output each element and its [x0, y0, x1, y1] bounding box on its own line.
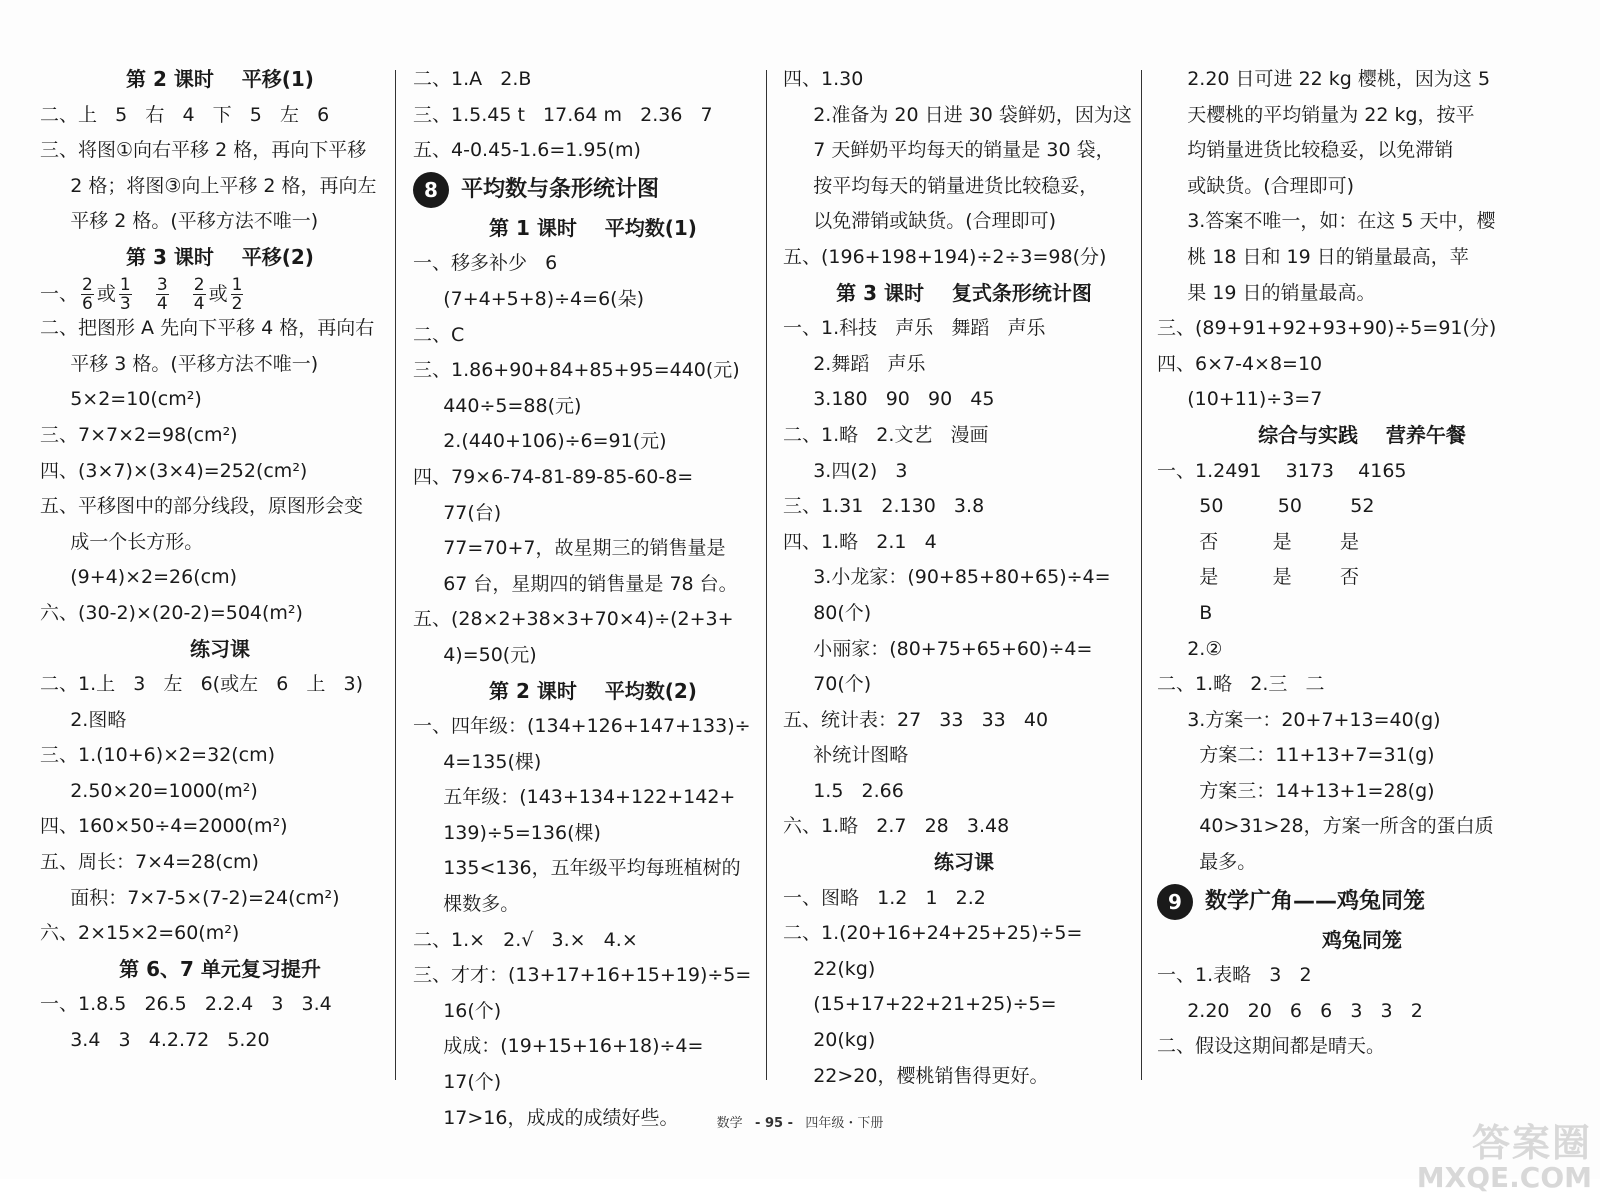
- answer-line: 小丽家：(80+75+65+60)÷4=: [783, 637, 1093, 660]
- answer-line: 3.四(2) 3: [783, 459, 908, 482]
- answer-line: 天樱桃的平均销量为 22 kg，按平: [1157, 103, 1475, 126]
- answer-line: 最多。: [1157, 851, 1257, 874]
- answer-line: 六、(30-2)×(20-2)=504(m²): [40, 601, 303, 624]
- answer-line: 五年级：(143+134+122+142+: [413, 786, 736, 809]
- answer-line: 2.(440+106)÷6=91(元): [413, 430, 667, 453]
- answer-line: (15+17+22+21+25)÷5=: [783, 993, 1057, 1016]
- column-divider: [395, 70, 396, 1080]
- answer-line: 三、1.86+90+84+85+95=440(元): [413, 359, 740, 382]
- answer-line: 80(个): [783, 601, 872, 624]
- answer-line: 五、(196+198+194)÷2÷3=98(分): [783, 245, 1107, 268]
- section-heading: 第 6、7 单元复习提升: [119, 956, 321, 981]
- answer-line: 135<136，五年级平均每班植树的: [413, 857, 741, 880]
- fraction-denominator: 4: [156, 293, 168, 314]
- answer-column-4: [1157, 62, 1567, 1122]
- answer-line: 三、1.5.45 t 17.64 m 2.36 7: [413, 103, 713, 126]
- unit-number-badge: 8: [413, 172, 449, 208]
- watermark-line-1: 答案圈: [1471, 1121, 1592, 1165]
- answer-line: 二、上 5 右 4 下 5 左 6: [40, 103, 330, 126]
- answer-line: 50 50 52: [1157, 495, 1375, 518]
- answer-line: [40, 276, 400, 312]
- answer-line: 二、1.略 2.文艺 漫画: [783, 423, 989, 446]
- unit-heading: [413, 169, 773, 211]
- section-heading: 综合与实践 营养午餐: [1258, 422, 1466, 447]
- answer-line: 139)÷5=136(棵): [413, 821, 601, 844]
- fraction-denominator: 4: [193, 293, 205, 314]
- answer-line: 40>31>28，方案一所含的蛋白质: [1157, 815, 1494, 838]
- answer-line: 按平均每天的销量进货比较稳妥，: [783, 174, 1099, 197]
- answer-line: 70(个): [783, 673, 872, 696]
- answer-line: 2.②: [1157, 637, 1223, 660]
- column-divider: [1141, 70, 1142, 1080]
- answer-line: 440÷5=88(元): [413, 394, 582, 417]
- answer-line: 桃 18 日和 19 日的销量最高，苹: [1157, 245, 1469, 268]
- answer-line: 4)=50(元): [413, 643, 537, 666]
- answer-line: 四、6×7-4×8=10: [1157, 352, 1323, 375]
- answer-line: 方案三：14+13+1=28(g): [1157, 779, 1435, 802]
- answer-line: 六、2×15×2=60(m²): [40, 922, 240, 945]
- answer-line: 平移 3 格。(平移方法不唯一): [40, 352, 319, 375]
- section-heading: 鸡兔同笼: [1322, 927, 1402, 952]
- answer-line: 2 格；将图③向上平移 2 格，再向左: [40, 174, 377, 197]
- watermark-logo: [1417, 1112, 1592, 1194]
- answer-line: 五、周长：7×4=28(cm): [40, 851, 259, 874]
- column-divider: [766, 70, 767, 1080]
- answer-line: 均销量进货比较稳妥，以免滞销: [1157, 139, 1454, 162]
- page-footer: [0, 1112, 1600, 1131]
- answer-text: [135, 283, 153, 305]
- answer-line: 22>20，樱桃销售得更好。: [783, 1064, 1049, 1087]
- answer-line: 2.舞蹈 声乐: [783, 352, 926, 375]
- answer-line: 六、1.略 2.7 28 3.48: [783, 815, 1010, 838]
- fraction: [81, 276, 94, 313]
- answer-line: 二、1.(20+16+24+25+25)÷5=: [783, 922, 1083, 945]
- page-number: - 95 -: [755, 1116, 793, 1131]
- answer-line: 7 天鲜奶平均每天的销量是 30 袋，: [783, 139, 1115, 162]
- answer-column-3: [783, 62, 1145, 1122]
- answer-line: 5×2=10(cm²): [40, 388, 202, 411]
- answer-line: 二、把图形 A 先向下平移 4 格，再向右: [40, 317, 375, 340]
- answer-line: 一、图略 1.2 1 2.2: [783, 886, 986, 909]
- fraction-numerator: 1: [231, 274, 243, 295]
- answer-line: 否 是 是: [1157, 530, 1359, 553]
- answer-line: 四、(3×7)×(3×4)=252(cm²): [40, 459, 308, 482]
- answer-line: 以免滞销或缺货。(合理即可): [783, 210, 1057, 233]
- answer-line: 四、1.略 2.1 4: [783, 530, 937, 553]
- section-heading: 第 1 课时 平均数(1): [489, 215, 697, 240]
- answer-line: 成成：(19+15+16+18)÷4=: [413, 1035, 704, 1058]
- answer-line: 77(台): [413, 501, 502, 524]
- answer-line: 三、7×7×2=98(cm²): [40, 423, 238, 446]
- answer-line: 二、1.× 2.√ 3.× 4.×: [413, 928, 638, 951]
- answer-line: 四、79×6-74-81-89-85-60-8=: [413, 465, 694, 488]
- fraction-numerator: 3: [156, 274, 168, 295]
- answer-text: 或: [208, 282, 228, 305]
- answer-line: 三、才才：(13+17+16+15+19)÷5=: [413, 964, 752, 987]
- answer-line: 2.准备为 20 日进 30 袋鲜奶，因为这: [783, 103, 1132, 126]
- answer-line: 22(kg): [783, 957, 876, 980]
- section-heading: 第 2 课时 平均数(2): [489, 678, 697, 703]
- answer-line: 一、四年级：(134+126+147+133)÷: [413, 715, 751, 738]
- answer-line: 三、将图①向右平移 2 格，再向下平移: [40, 139, 367, 162]
- fraction-denominator: 3: [119, 293, 131, 314]
- answer-line: 五、统计表：27 33 33 40: [783, 708, 1049, 731]
- answer-line: 17>16，成成的成绩好些。: [413, 1106, 679, 1129]
- fraction: [156, 276, 169, 313]
- answer-line: 3.小龙家：(90+85+80+65)÷4=: [783, 566, 1111, 589]
- answer-line: 2.20 日可进 22 kg 樱桃，因为这 5: [1157, 68, 1491, 90]
- answer-line: 三、1.31 2.130 3.8: [783, 495, 985, 518]
- answer-line: 一、1.科技 声乐 舞蹈 声乐: [783, 317, 1046, 340]
- fraction: [193, 276, 206, 313]
- answer-line: 补统计图略: [783, 744, 909, 767]
- answer-line: 五、(28×2+38×3+70×4)÷(2+3+: [413, 608, 734, 631]
- answer-line: 1.5 2.66: [783, 779, 904, 802]
- answer-line: 四、160×50÷4=2000(m²): [40, 815, 288, 838]
- answer-line: 面积：7×7-5×(7-2)=24(cm²): [40, 886, 340, 909]
- answer-line: 67 台，星期四的销售量是 78 台。: [413, 572, 738, 595]
- answer-line: 二、1.上 3 左 6(或左 6 上 3): [40, 673, 364, 696]
- answer-prefix: 一、: [40, 282, 79, 305]
- answer-text: 或: [96, 282, 116, 305]
- footer-grade: 四年级・下册: [805, 1116, 884, 1131]
- answer-line: 16(个): [413, 999, 502, 1022]
- answer-line: (7+4+5+8)÷4=6(朵): [413, 287, 644, 310]
- watermark-line-2: MXQE.COM: [1416, 1161, 1592, 1194]
- answer-line: 方案二：11+13+7=31(g): [1157, 744, 1435, 767]
- fraction: [231, 276, 244, 313]
- answer-line: B: [1157, 601, 1213, 624]
- answer-line: (9+4)×2=26(cm): [40, 566, 238, 589]
- answer-line: 3.方案一：20+7+13=40(g): [1157, 708, 1441, 731]
- answer-line: 五、4-0.45-1.6=1.95(m): [413, 139, 641, 162]
- answer-line: 二、C: [413, 323, 465, 346]
- section-heading: 第 2 课时 平移(1): [126, 67, 314, 91]
- answer-line: 是 是 否: [1157, 566, 1359, 589]
- answer-line: 3.答案不唯一，如：在这 5 天中，樱: [1157, 210, 1496, 233]
- unit-heading: [1157, 881, 1567, 923]
- answer-line: 平移 2 格。(平移方法不唯一): [40, 210, 319, 233]
- answer-line: 3.180 90 90 45: [783, 388, 995, 411]
- fraction: [119, 276, 132, 313]
- fraction-denominator: 6: [82, 293, 93, 314]
- answer-line: 五、平移图中的部分线段，原图形会变: [40, 495, 364, 518]
- fraction-numerator: 2: [193, 274, 205, 295]
- answer-text: [172, 283, 190, 305]
- fraction-numerator: 2: [82, 274, 93, 295]
- answer-line: 二、假设这期间都是晴天。: [1157, 1035, 1386, 1058]
- answer-line: 四、1.30: [783, 68, 864, 90]
- answer-line: 一、1.表略 3 2: [1157, 964, 1312, 987]
- answer-line: 一、1.2491 3173 4165: [1157, 459, 1407, 482]
- answer-line: 棵数多。: [413, 893, 520, 916]
- fraction-numerator: 1: [119, 274, 131, 295]
- answer-line: 一、1.8.5 26.5 2.2.4 3 3.4: [40, 993, 332, 1016]
- answer-line: 77=70+7，故星期三的销售量是: [413, 537, 726, 560]
- section-heading: 练习课: [934, 850, 994, 875]
- answer-line: 或缺货。(合理即可): [1157, 174, 1355, 197]
- answer-line: 20(kg): [783, 1029, 876, 1052]
- footer-subject: 数学: [716, 1116, 743, 1131]
- answer-line: 3.4 3 4.2.72 5.20: [40, 1029, 270, 1052]
- answer-line: 4=135(棵): [413, 750, 542, 773]
- answer-line: 2.20 20 6 6 3 3 2: [1157, 999, 1423, 1022]
- unit-number-badge: 9: [1157, 884, 1193, 920]
- answer-line: 二、1.略 2.三 二: [1157, 673, 1325, 696]
- answer-line: (10+11)÷3=7: [1157, 388, 1323, 411]
- answer-line: 成一个长方形。: [40, 530, 204, 553]
- answer-line: 二、1.A 2.B: [413, 68, 532, 90]
- answer-line: 果 19 日的销量最高。: [1157, 281, 1376, 304]
- unit-title: 数学广角——鸡兔同笼: [1205, 888, 1426, 914]
- fraction-denominator: 2: [231, 293, 243, 314]
- answer-line: 一、移多补少 6: [413, 252, 558, 275]
- answer-line: 17(个): [413, 1071, 502, 1094]
- section-heading: 练习课: [190, 636, 250, 661]
- section-heading: 第 3 课时 复式条形统计图: [836, 280, 1092, 305]
- section-heading: 第 3 课时 平移(2): [126, 244, 314, 269]
- answer-column-1: [40, 62, 400, 1122]
- answer-line: 三、1.(10+6)×2=32(cm): [40, 744, 276, 767]
- answer-line: 三、(89+91+92+93+90)÷5=91(分): [1157, 317, 1497, 340]
- answer-line: 2.图略: [40, 708, 127, 731]
- unit-title: 平均数与条形统计图: [461, 176, 660, 202]
- answer-line: 2.50×20=1000(m²): [40, 779, 258, 802]
